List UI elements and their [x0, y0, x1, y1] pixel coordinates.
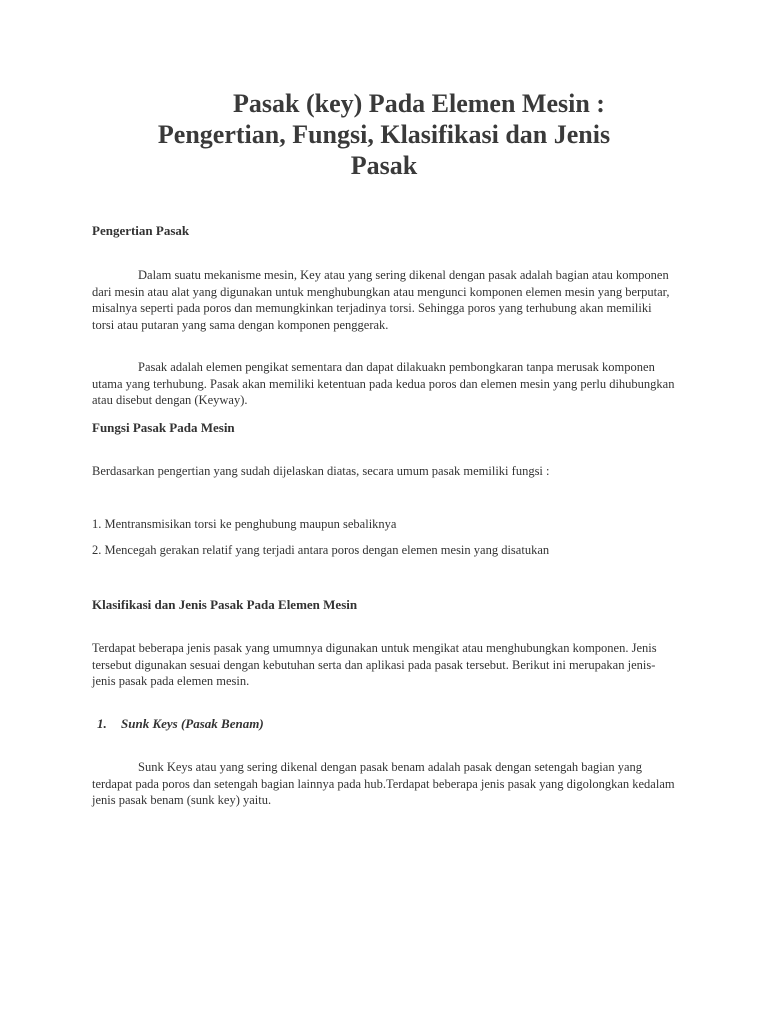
title-line-1: Pasak (key) Pada Elemen Mesin :	[233, 89, 605, 118]
subheading-number: 1.	[97, 716, 107, 731]
paragraph-pengertian-1: Dalam suatu mekanisme mesin, Key atau yang sering dikenal dengan pasak adalah bagian atau komponen dari mesin atau alat yang digunakan untuk menghubungkan atau mengunci komponen elemen mesin yang berputar, misalnya seperti pada poros dan memungkinkan terjadinya torsi. Sehingga poros yang terhubung akan memiliki torsi atau putaran yang sama dengan komponen penggerak.	[92, 268, 670, 332]
heading-pengertian: Pengertian Pasak	[92, 223, 190, 238]
title-line-2: Pengertian, Fungsi, Klasifikasi dan Jenis	[157, 120, 611, 149]
heading-klasifikasi: Klasifikasi dan Jenis Pasak Pada Elemen Mesin	[92, 597, 358, 612]
list-item-fungsi-1: 1. Mentransmisikan torsi ke penghubung maupun sebaliknya	[92, 517, 397, 531]
subheading-sunk-keys	[97, 716, 264, 732]
subheading-label: Sunk Keys (Pasak Benam)	[121, 716, 264, 731]
title-line-3: Pasak	[350, 151, 418, 180]
paragraph-fungsi-intro: Berdasarkan pengertian yang sudah dijelaskan diatas, secara umum pasak memiliki fungsi :	[92, 464, 550, 478]
paragraph-pengertian-2: Pasak adalah elemen pengikat sementara dan dapat dilakuakn pembongkaran tanpa merusak komponen utama yang terhubung. Pasak akan memiliki ketentuan pada kedua poros dan elemen mesin yang perlu dihubungkan atau disebut dengan (Keyway).	[92, 360, 675, 407]
list-item-fungsi-2: 2. Mencegah gerakan relatif yang terjadi antara poros dengan elemen mesin yang disatukan	[92, 543, 550, 557]
paragraph-klasifikasi-intro: Terdapat beberapa jenis pasak yang umumnya digunakan untuk mengikat atau menghubungkan komponen. Jenis tersebut digunakan sesuai dengan kebutuhan serta dan aplikasi pada pasak tersebut. Berikut ini merupakan jenis-jenis pasak pada elemen mesin.	[92, 641, 657, 688]
heading-fungsi: Fungsi Pasak Pada Mesin	[92, 420, 235, 435]
document-title	[92, 88, 676, 181]
paragraph-sunk-keys: Sunk Keys atau yang sering dikenal dengan pasak benam adalah pasak dengan setengah bagian yang terdapat pada poros dan setengah bagian lainnya pada hub.Terdapat beberapa jenis pasak yang digolongkan kedalam jenis pasak benam (sunk key) yaitu.	[92, 760, 675, 807]
